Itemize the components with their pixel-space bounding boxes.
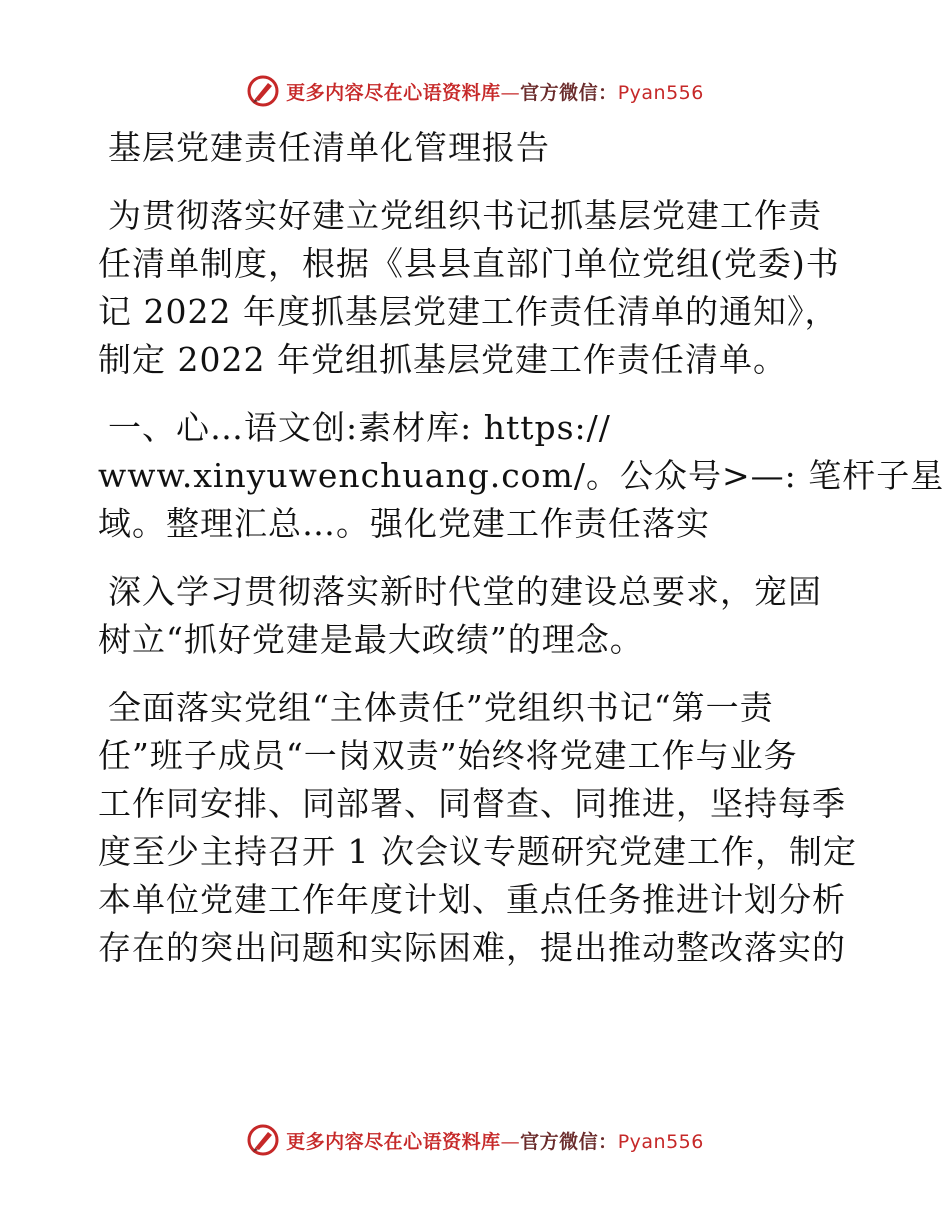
text-line: 任”班子成员“一岗双责”始终将党建工作与业务	[98, 736, 798, 775]
header-watermark	[0, 71, 950, 111]
text-line: 任清单制度，根据《县县直部门单位党组(党委)书	[98, 244, 840, 283]
text-line: 工作同安排、同部署、同督查、同推进，坚持每季	[98, 784, 846, 823]
text-line: www.xinyuwenchuang.com/。公众号>—: 笔杆子星	[98, 456, 945, 495]
paragraph-1	[98, 192, 848, 384]
paragraph-2	[98, 404, 945, 548]
text-line: 制定 2022 年党组抓基层党建工作责任清单。	[98, 340, 787, 379]
pen-circle-logo-icon	[246, 74, 280, 108]
text-line: 度至少主持召开 1 次会议专题研究党建工作，制定	[98, 832, 857, 871]
footer-watermark	[0, 1120, 950, 1160]
watermark-text: 更多内容尽在心语资料库—官方微信：Pyan556	[286, 1130, 704, 1153]
text-line: 深入学习贯彻落实新时代堂的建设总要求，宠固	[108, 572, 822, 611]
text-line: 存在的突出问题和实际困难，提出推动整改落实的	[98, 928, 846, 967]
document-page	[98, 124, 945, 972]
text-line: 本单位党建工作年度计划、重点任务推进计划分析	[98, 880, 846, 919]
watermark-text: 更多内容尽在心语资料库—官方微信：Pyan556	[286, 81, 704, 104]
pen-circle-logo-icon	[246, 1123, 280, 1157]
paragraph-3	[98, 568, 848, 664]
text-line: 一、心…语文创:素材库: https://	[108, 408, 611, 447]
page-title: 基层党建责任清单化管理报告	[108, 128, 550, 167]
text-line: 全面落实党组“主体责任”党组织书记“第一责	[108, 688, 774, 727]
text-line: 为贯彻落实好建立党组织书记抓基层党建工作责	[108, 196, 822, 235]
text-line: 域。整理汇总…。强化党建工作责任落实	[98, 504, 710, 543]
text-line: 树立“抓好党建是最大政绩”的理念。	[98, 620, 644, 659]
paragraph-4	[98, 684, 857, 972]
text-line: 记 2022 年度抓基层党建工作责任清单的通知》，	[98, 292, 839, 331]
